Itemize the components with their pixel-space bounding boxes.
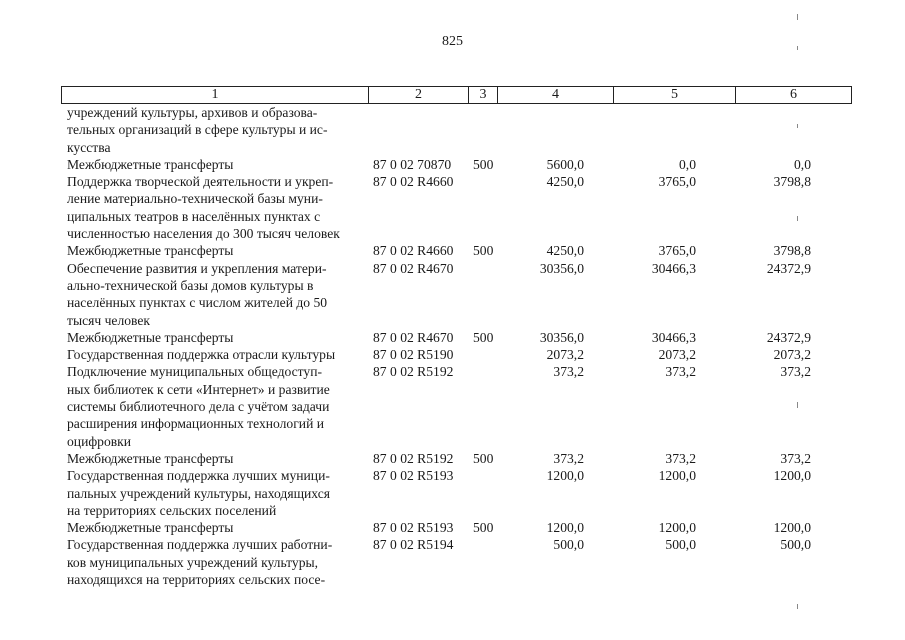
row-expense-type: 500	[473, 243, 494, 259]
row-name	[67, 329, 363, 346]
row-code: 87 0 02 R5193	[373, 468, 454, 484]
row-value-col6: 2073,2	[773, 347, 811, 363]
row-value-col6: 0,0	[794, 156, 811, 172]
row-name-line: ально-технической базы домов культуры в	[67, 277, 314, 293]
column-header-row	[62, 87, 852, 104]
budget-table-body	[0, 104, 905, 588]
table-row	[0, 346, 905, 363]
row-name-line: населённых пунктах с числом жителей до 50	[67, 295, 328, 311]
row-value-col5: 1200,0	[658, 468, 696, 484]
table-row	[0, 536, 905, 588]
row-name-line: учреждений культуры, архивов и образова-	[67, 105, 318, 120]
row-code: 87 0 02 R5192	[373, 364, 454, 380]
page-number: 825	[442, 34, 463, 49]
scan-artifact	[797, 14, 798, 20]
row-name-line: Государственная поддержка лучших муници-	[67, 468, 330, 484]
row-code: 87 0 02 R5192	[373, 450, 454, 466]
row-code: 87 0 02 70870	[373, 156, 452, 172]
table-row	[0, 329, 905, 346]
row-value-col5: 2073,2	[658, 347, 696, 363]
row-name-line: Межбюджетные трансферты	[67, 520, 234, 536]
row-name-line: тельных организаций в сфере культуры и ис-	[67, 122, 328, 138]
column-header-3: 3	[469, 87, 498, 104]
row-value-col6: 500,0	[780, 537, 811, 553]
row-value-col5: 500,0	[665, 537, 696, 553]
row-name	[67, 173, 363, 242]
column-header-table	[61, 86, 852, 104]
row-value-col6: 1200,0	[773, 520, 811, 536]
row-name-line: Поддержка творческой деятельности и укреп-	[67, 174, 334, 190]
table-row	[0, 173, 905, 242]
row-name-line: ков муниципальных учреждений культуры,	[67, 554, 319, 570]
row-name	[67, 450, 363, 467]
row-name-line: Межбюджетные трансферты	[67, 450, 234, 466]
row-code: 87 0 02 R4660	[373, 243, 454, 259]
row-name	[67, 519, 363, 536]
column-header-6: 6	[736, 87, 852, 104]
row-expense-type: 500	[473, 450, 494, 466]
row-name-line: расширения информационных технологий и	[67, 416, 325, 432]
table-row	[0, 260, 905, 329]
row-value-col6: 24372,9	[766, 329, 811, 345]
row-value-col5: 3765,0	[658, 174, 696, 190]
row-value-col5: 1200,0	[658, 520, 696, 536]
scan-artifact	[797, 216, 798, 221]
row-name	[67, 346, 363, 363]
row-name	[67, 363, 363, 449]
row-expense-type: 500	[473, 520, 494, 536]
row-value-col5: 373,2	[665, 450, 696, 466]
row-name-line: Межбюджетные трансферты	[67, 329, 234, 345]
row-value-col6: 3798,8	[773, 243, 811, 259]
row-name-line: Государственная поддержка лучших работни-	[67, 537, 333, 553]
row-name-line: кусства	[67, 139, 111, 155]
row-expense-type: 500	[473, 329, 494, 345]
row-name-line: оцифровки	[67, 433, 132, 449]
row-name-line: Государственная поддержка отрасли культуры	[67, 347, 336, 363]
row-name-line: тысяч человек	[67, 312, 151, 328]
row-value-col6: 373,2	[780, 450, 811, 466]
row-name	[67, 260, 363, 329]
row-value-col4: 1200,0	[546, 520, 584, 536]
row-value-col4: 2073,2	[546, 347, 584, 363]
row-value-col4: 373,2	[553, 450, 584, 466]
row-name-line: Обеспечение развития и укрепления матери-	[67, 260, 327, 276]
table-row	[0, 467, 905, 519]
table-row	[0, 104, 905, 156]
row-value-col6: 3798,8	[773, 174, 811, 190]
row-name-line: ление материально-технической базы муни-	[67, 191, 323, 207]
row-name	[67, 536, 363, 588]
row-expense-type: 500	[473, 156, 494, 172]
table-row	[0, 242, 905, 259]
row-value-col6: 1200,0	[773, 468, 811, 484]
row-code: 87 0 02 R4670	[373, 329, 454, 345]
row-code: 87 0 02 R5190	[373, 347, 454, 363]
row-name	[67, 242, 363, 259]
row-value-col6: 373,2	[780, 364, 811, 380]
row-value-col5: 3765,0	[658, 243, 696, 259]
row-code: 87 0 02 R4660	[373, 174, 454, 190]
scan-artifact	[797, 604, 798, 609]
row-name-line: Подключение муниципальных общедоступ-	[67, 364, 323, 380]
table-row	[0, 156, 905, 173]
row-value-col4: 373,2	[553, 364, 584, 380]
row-value-col4: 1200,0	[546, 468, 584, 484]
row-value-col5: 30466,3	[651, 329, 696, 345]
row-name-line: Межбюджетные трансферты	[67, 243, 234, 259]
row-value-col4: 5600,0	[546, 156, 584, 172]
row-name-line: численностью населения до 300 тысяч человек	[67, 226, 340, 242]
row-name-line: находящихся на территориях сельских посе-	[67, 572, 326, 588]
column-header-5: 5	[614, 87, 736, 104]
row-value-col5: 373,2	[665, 364, 696, 380]
row-code: 87 0 02 R4670	[373, 260, 454, 276]
row-value-col5: 0,0	[679, 156, 696, 172]
row-value-col4: 4250,0	[546, 174, 584, 190]
row-name-line: на территориях сельских поселений	[67, 502, 277, 518]
column-header-1: 1	[62, 87, 369, 104]
row-code: 87 0 02 R5194	[373, 537, 454, 553]
column-header-2: 2	[369, 87, 469, 104]
row-value-col4: 30356,0	[539, 329, 584, 345]
row-name-line: системы библиотечного дела с учётом задачи	[67, 399, 330, 415]
table-row	[0, 363, 905, 449]
row-name-line: пальных учреждений культуры, находящихся	[67, 485, 330, 501]
row-name-line: Межбюджетные трансферты	[67, 156, 234, 172]
row-name-line: ных библиотек к сети «Интернет» и развитие	[67, 381, 330, 397]
scan-artifact	[797, 402, 798, 408]
table-row	[0, 519, 905, 536]
column-header-4: 4	[498, 87, 614, 104]
row-value-col6: 24372,9	[766, 260, 811, 276]
row-name	[67, 104, 363, 156]
row-value-col5: 30466,3	[651, 260, 696, 276]
row-value-col4: 30356,0	[539, 260, 584, 276]
row-value-col4: 500,0	[553, 537, 584, 553]
scan-artifact	[797, 46, 798, 50]
row-code: 87 0 02 R5193	[373, 520, 454, 536]
row-name-line: ципальных театров в населённых пунктах с	[67, 208, 321, 224]
table-row	[0, 450, 905, 467]
row-name	[67, 467, 363, 519]
row-name	[67, 156, 363, 173]
scan-artifact	[797, 124, 798, 128]
row-value-col4: 4250,0	[546, 243, 584, 259]
